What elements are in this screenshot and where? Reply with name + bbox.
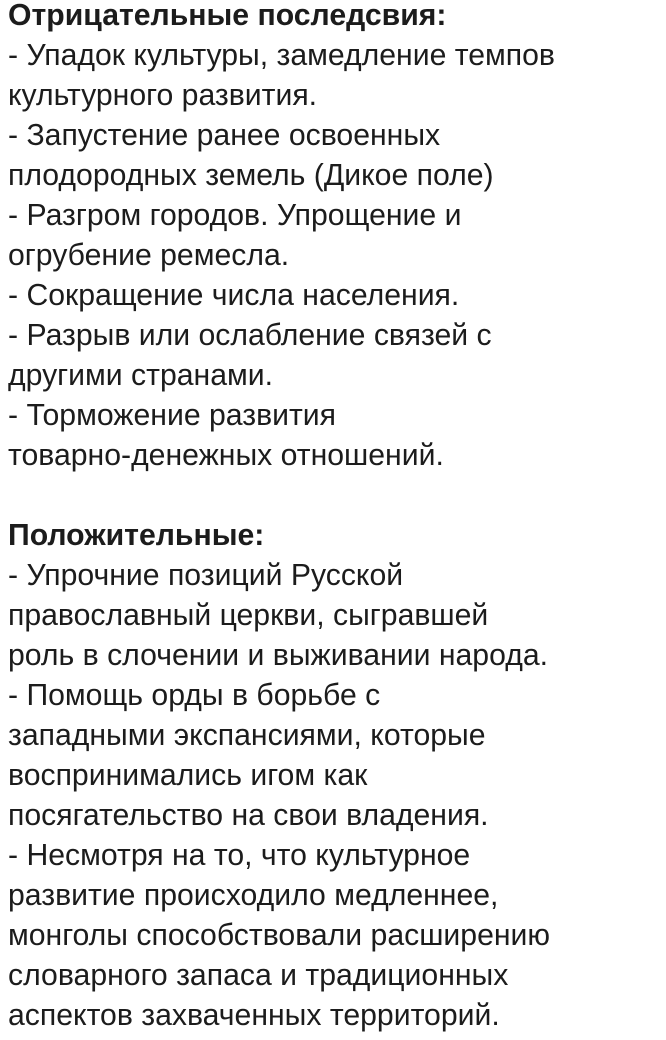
negative-consequences-section (8, 0, 662, 476)
positive-line: - Несмотря на то, что культурное (8, 839, 471, 872)
negative-line: плодородных земель (Дикое поле) (8, 159, 494, 192)
positive-line: - Упрочние позиций Русской (8, 559, 404, 592)
negative-line: другими странами. (8, 359, 273, 392)
negative-line: - Упадок культуры, замедление темпов (8, 39, 555, 72)
positive-line: воспринимались игом как (8, 759, 368, 792)
negative-line: - Торможение развития (8, 399, 337, 432)
positive-line: аспектов захваченных территорий. (8, 999, 500, 1032)
negative-line: культурного развития. (8, 79, 318, 112)
positive-line: словарного запаса и традиционных (8, 959, 509, 992)
positive-consequences-section (8, 516, 662, 1036)
negative-line: - Сокращение числа населения. (8, 279, 460, 312)
section-spacer (8, 476, 662, 516)
negative-line: - Разрыв или ослабление связей с (8, 319, 492, 352)
positive-line: роль в слочении и выживании народа. (8, 639, 549, 672)
positive-line: посягательство на свои владения. (8, 799, 489, 832)
negative-line: товарно-денежных отношений. (8, 439, 444, 472)
positive-line: развитие происходило медленнее, (8, 879, 499, 912)
negative-line: - Запустение ранее освоенных (8, 119, 441, 152)
positive-line: - Помощь орды в борьбе с (8, 679, 381, 712)
document-body (8, 0, 662, 1036)
positive-heading: Положительные: (8, 519, 265, 552)
negative-line: огрубение ремесла. (8, 239, 290, 272)
positive-line: западными экспансиями, которые (8, 719, 486, 752)
negative-line: - Разгром городов. Упрощение и (8, 199, 462, 232)
positive-line: православный церкви, сыгравшей (8, 599, 489, 632)
positive-line: монголы способствовали расширению (8, 919, 551, 952)
negative-heading: Отрицательные последсвия: (8, 0, 447, 32)
